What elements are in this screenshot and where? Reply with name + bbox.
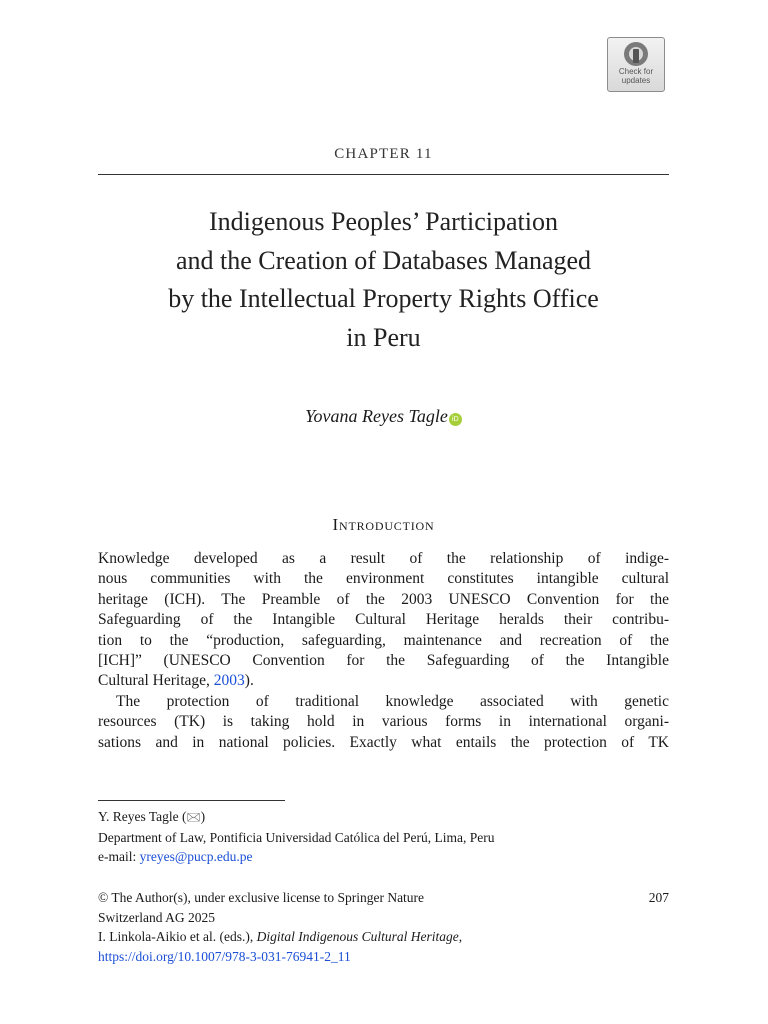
email-link[interactable]: yreyes@pucp.edu.pe — [139, 849, 253, 864]
doi-line — [98, 947, 669, 967]
author-footnote — [98, 807, 669, 867]
copyright-line: © The Author(s), under exclusive license to Springer Nature — [98, 890, 425, 905]
update-check-icon — [623, 41, 649, 67]
paragraph-text: Cultural Heritage, — [98, 672, 214, 690]
paragraph-text: ). — [244, 672, 254, 690]
envelope-icon: 🖂︎ — [186, 810, 201, 824]
badge-text-line1: Check for — [618, 67, 654, 76]
chapter-title — [98, 203, 669, 357]
book-title: Digital Indigenous Cultural Heritage — [256, 929, 459, 944]
paragraph-line: Knowledge developed as a result of the relationship of indige- — [98, 550, 669, 567]
chapter-divider — [98, 174, 669, 175]
paragraph-line — [98, 671, 669, 691]
paragraph-line: sations and in national policies. Exactly what entails the protection of TK — [98, 733, 669, 751]
title-line: and the Creation of Databases Managed — [175, 245, 592, 275]
page-number: 207 — [648, 890, 669, 905]
footnote-email-line — [98, 847, 669, 867]
title-line: Indigenous Peoples’ Participation — [208, 207, 558, 236]
title-line: by the Intellectual Property Rights Office — [168, 284, 599, 313]
author-name: Yovana Reyes Tagle — [305, 406, 448, 426]
copyright-line: Switzerland AG 2025 — [98, 909, 215, 925]
orcid-icon[interactable]: iD — [449, 413, 462, 426]
copyright-block — [98, 888, 669, 966]
citation-comma: , — [458, 929, 463, 944]
body-text — [98, 549, 669, 753]
check-for-updates-badge[interactable] — [607, 37, 665, 92]
footnote-affiliation: Department of Law, Pontificia Universidad Católica del Perú, Lima, Peru — [98, 829, 495, 845]
paragraph-line: resources (TK) is taking hold in various forms in international organi- — [98, 713, 669, 731]
badge-text-line2: updates — [621, 76, 651, 85]
email-label: e-mail: — [98, 849, 140, 864]
editors: I. Linkola-Aikio et al. (eds.), — [98, 929, 257, 944]
chapter-label: CHAPTER 11 — [334, 146, 433, 162]
footnote-author-line — [98, 807, 669, 828]
doi-link[interactable]: https://doi.org/10.1007/978-3-031-76941-2_11 — [98, 948, 351, 964]
section-heading: Introduction — [332, 515, 435, 534]
author-line — [98, 406, 669, 427]
title-line: in Peru — [346, 322, 421, 352]
footnote-divider — [98, 800, 285, 801]
citation-line — [98, 927, 669, 947]
paragraph-line: Safeguarding of the Intangible Cultural Heritage heralds their contribu- — [98, 611, 669, 629]
footnote-author: Y. Reyes Tagle ( — [98, 809, 187, 824]
paragraph-line: [ICH]” (UNESCO Convention for the Safeguarding of the Intangible — [98, 651, 669, 669]
paragraph-line: tion to the “production, safeguarding, maintenance and recreation of the — [98, 631, 669, 649]
paragraph-line: nous communities with the environment constitutes intangible cultural — [98, 570, 669, 588]
paragraph-line: heritage (ICH). The Preamble of the 2003 UNESCO Convention for the — [98, 590, 669, 608]
citation-link[interactable]: 2003 — [213, 672, 245, 690]
paragraph-line: The protection of traditional knowledge associated with genetic — [116, 692, 669, 710]
footnote-author-suffix: ) — [200, 809, 206, 824]
